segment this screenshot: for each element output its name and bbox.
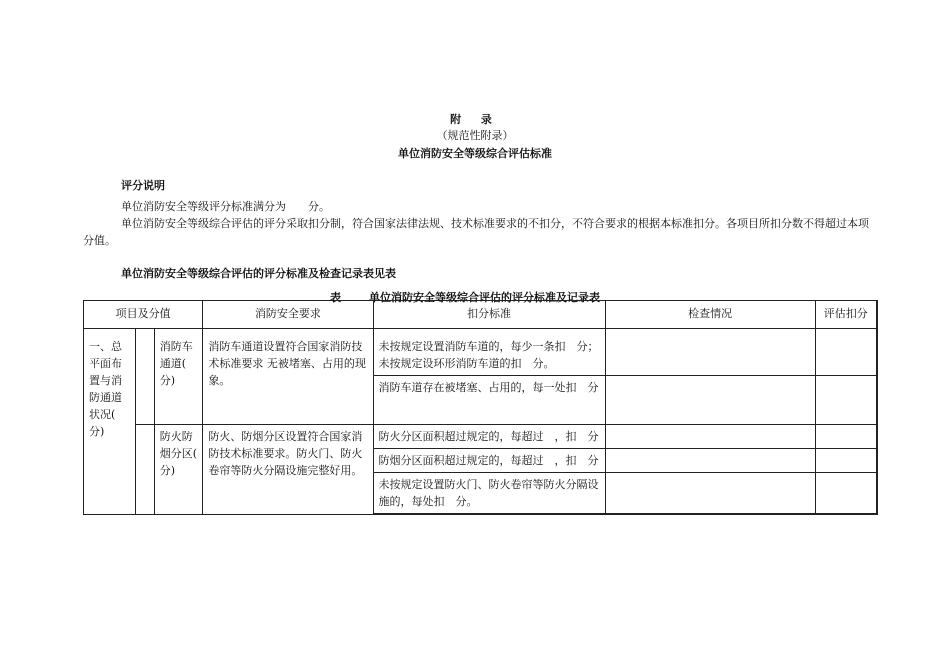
table-header-row xyxy=(84,301,878,329)
requirement-cell: 消防车通道设置符合国家消防技术标准要求 无被堵塞、占用的现象。 xyxy=(203,335,373,425)
deduction-rule-cell: 防火分区面积超过规定的，每超过 ，扣 分 xyxy=(373,425,605,449)
table-caption-prefix: 表 xyxy=(330,291,341,304)
inspection-cell xyxy=(605,425,815,449)
table-caption-title: 单位消防安全等级综合评估的评分标准及记录表 xyxy=(369,291,600,304)
deduction-rule-cell: 消防车道存在被堵塞、占用的，每一处扣 分 xyxy=(373,376,605,425)
header-requirement: 消防安全要求 xyxy=(203,301,373,329)
section-title-scoring: 评分说明 xyxy=(121,179,165,192)
deduction-rule-paragraph: 单位消防安全等级综合评估的评分采取扣分制，符合国家法律法规、技术标准要求的不扣分，不符合要求的根据本标准扣分。各项目所扣分数不得超过本项分值。 xyxy=(83,217,869,247)
score-cell xyxy=(815,449,877,473)
inspection-cell xyxy=(605,335,815,376)
full-score-line: 单位消防安全等级评分标准满分为 分。 xyxy=(121,200,330,213)
table-row xyxy=(84,335,878,376)
normative-label: （规范性附录） xyxy=(436,129,514,142)
inspection-cell xyxy=(605,376,815,425)
deduction-rule-cell: 未按规定设置消防车道的，每少一条扣 分；未按规定设环形消防车道的扣 分。 xyxy=(373,335,605,376)
section-title-table-ref: 单位消防安全等级综合评估的评分标准及检查记录表见表 xyxy=(121,267,396,280)
deduction-rule-cell: 未按规定设置防火门、防火卷帘等防火分隔设施的，每处扣 分。 xyxy=(373,473,605,515)
inspection-cell xyxy=(605,449,815,473)
blank-cell xyxy=(135,335,154,425)
appendix-heading: 附 录 xyxy=(450,113,500,126)
category-cell: 一、总平面布置与消防通道状况( 分) xyxy=(84,335,136,514)
item-name-cell: 防火防烟分区( 分) xyxy=(154,425,203,515)
header-project: 项目及分值 xyxy=(84,301,203,329)
score-cell xyxy=(815,473,877,515)
header-deduction: 扣分标准 xyxy=(373,301,605,329)
score-cell xyxy=(815,376,877,425)
evaluation-table xyxy=(83,300,878,515)
score-cell xyxy=(815,425,877,449)
blank-cell xyxy=(135,425,154,515)
score-cell xyxy=(815,335,877,376)
deduction-rule-cell: 防烟分区面积超过规定的，每超过 ，扣 分 xyxy=(373,449,605,473)
header-inspection: 检查情况 xyxy=(605,301,815,329)
item-name-cell: 消防车通道( 分) xyxy=(154,335,203,425)
requirement-cell: 防火、防烟分区设置符合国家消防技术标准要求。防火门、防火卷帘等防火分隔设施完整好用。 xyxy=(203,425,373,515)
table-row xyxy=(84,425,878,449)
inspection-cell xyxy=(605,473,815,515)
document-title: 单位消防安全等级综合评估标准 xyxy=(398,147,552,160)
header-score: 评估扣分 xyxy=(815,301,877,329)
